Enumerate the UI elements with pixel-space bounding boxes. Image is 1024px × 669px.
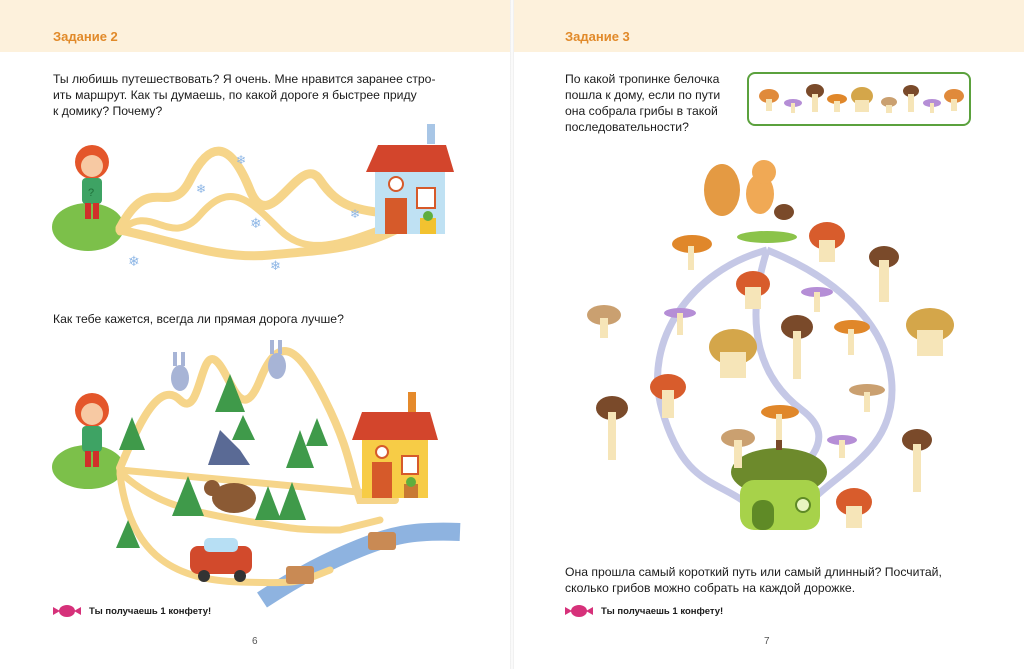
left-question-1-line: к домику? Почему? [53, 104, 163, 118]
candy-icon [53, 604, 81, 618]
page-number: 7 [764, 636, 770, 647]
right-page [512, 0, 1024, 669]
snowflake-icon: ❄ [128, 253, 140, 269]
left-task-title: Задание 2 [53, 29, 118, 44]
yellow-house [352, 392, 438, 498]
right-question-1-line: последовательности? [565, 120, 689, 134]
right-task-title: Задание 3 [565, 29, 630, 44]
bridge [286, 566, 314, 584]
snowflake-icon: ❄ [350, 207, 361, 221]
snowflake-icon: ❄ [236, 153, 247, 167]
car-icon [190, 538, 252, 582]
long-road [120, 351, 395, 500]
left-question-1-line: ить маршрут. Как ты думаешь, по какой дороге я быстрее приду [53, 88, 417, 102]
right-reward [565, 604, 723, 618]
reward-text: Ты получаешь 1 конфету! [601, 605, 724, 617]
page-number: 6 [252, 636, 258, 647]
left-question-2: Как тебе кажется, всегда ли прямая дорога лучше? [53, 312, 344, 326]
bridge [368, 532, 396, 550]
left-question-1-line: Ты любишь путешествовать? Я очень. Мне нравится заранее стро- [53, 72, 436, 86]
snowflake-icon: ❄ [196, 182, 207, 196]
snowflake-icon: ❄ [270, 258, 281, 273]
reward-text: Ты получаешь 1 конфету! [89, 605, 212, 617]
right-question-1-line: она собрала грибы в такой [565, 104, 718, 118]
right-question-2-line: сколько грибов можно собрать на каждой дорожке. [565, 581, 856, 595]
svg-text:?: ? [88, 187, 95, 199]
river [262, 532, 460, 600]
candy-icon [565, 604, 593, 618]
squirrel-icon [704, 160, 797, 243]
rabbit-icon [268, 340, 286, 379]
right-question-2 [565, 564, 942, 596]
rabbit-icon [171, 352, 189, 391]
book-spine [510, 0, 514, 669]
snowflake-icon: ❄ [250, 215, 262, 231]
right-question-1-line: По какой тропинке белочка [565, 72, 720, 86]
right-question-1-line: пошла к дому, если по пути [565, 88, 721, 102]
left-reward [53, 604, 211, 618]
right-question-2-line: Она прошла самый короткий путь или самый длинный? Посчитай, [565, 565, 942, 579]
